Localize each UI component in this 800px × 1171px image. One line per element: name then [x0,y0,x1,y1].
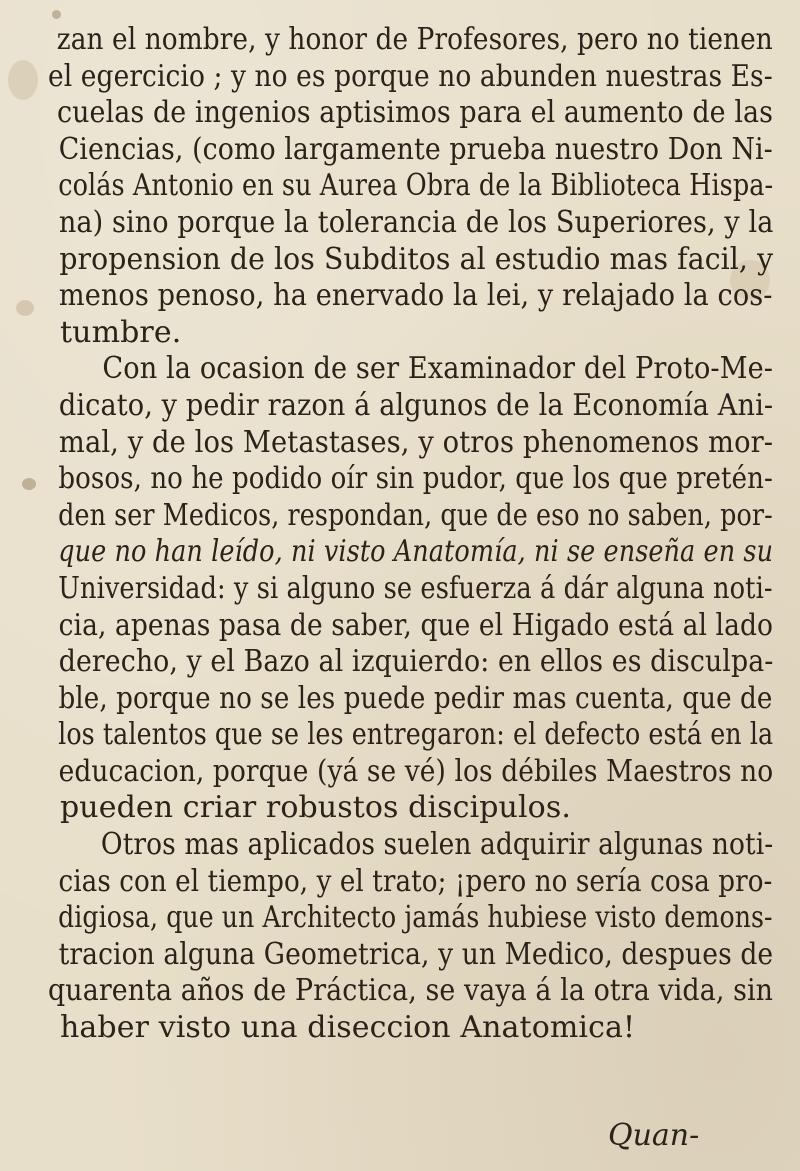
text-line: cuelas de ingenios aptisimos para el aumento de las [56,95,774,131]
text-line: menos penoso, ha enervado la lei, y relajado la cos- [58,278,773,314]
text-line: tumbre. [60,314,182,350]
text-line: quarenta años de Práctica, se vaya á la otra vida, sin [48,973,774,1009]
text-line: dicato, y pedir razon á algunos de la Economía Ani- [58,387,774,423]
text-line: mal, y de los Metastases, y otros phenomenos mor- [58,424,774,460]
catchword: Quan- [608,1118,700,1153]
text-line: colás Antonio en su Aurea Obra de la Biblioteca Hispa- [58,168,774,204]
text-line: zan el nombre, y honor de Profesores, pero no tienen [56,22,773,57]
text-line: propension de los Subditos al estudio mas facil, y [59,241,774,277]
italic-text-line: que no han leído, ni visto Anatomía, ni se enseña en su [58,534,774,570]
text-line: cias con el tiempo, y el trato; ¡pero no sería cosa pro- [58,863,773,899]
text-line: los talentos que se les entregaron: el defecto está en la [58,717,774,753]
text-line: pueden criar robustos discipulos. [60,790,571,826]
text-line: educacion, porque (yá se vé) los débiles Maestros no [58,753,774,789]
text-line: cia, apenas pasa de saber, que el Higado está al lado [58,607,774,643]
text-line: tracion alguna Geometrica, y un Medico, despues de [58,936,774,972]
text-line: na) sino porque la tolerancia de los Superiores, y la [58,204,774,240]
text-line: haber visto una diseccion Anatomica! [60,1010,636,1046]
foxing-spot [8,60,38,100]
text-line: derecho, y el Bazo al izquierdo: en ellos es disculpa- [58,644,774,680]
text-line: Ciencias, (como largamente prueba nuestro Don Ni- [58,131,773,167]
text-line: Universidad: y si alguno se esfuerza á dár alguna noti- [58,570,773,606]
ink-spot [52,10,61,19]
foxing-spot [16,300,34,316]
ink-spot [22,478,36,490]
text-line: digiosa, que un Architecto jamás hubiese visto demons- [58,900,773,936]
text-line: bosos, no he podido oír sin pudor, que los que pretén- [58,461,773,497]
text-line: den ser Medicos, respondan, que de eso no saben, por- [58,497,773,533]
text-line: el egercicio ; y no es porque no abunden nuestras Es- [48,58,773,94]
body-text [48,22,774,1047]
paragraph-start-line: Con la ocasion de ser Examinador del Proto-Me- [102,351,774,387]
text-line: ble, porque no se les puede pedir mas cuenta, que de [58,680,773,716]
paragraph-start-line: Otros mas aplicados suelen adquirir algunas noti- [100,827,774,863]
